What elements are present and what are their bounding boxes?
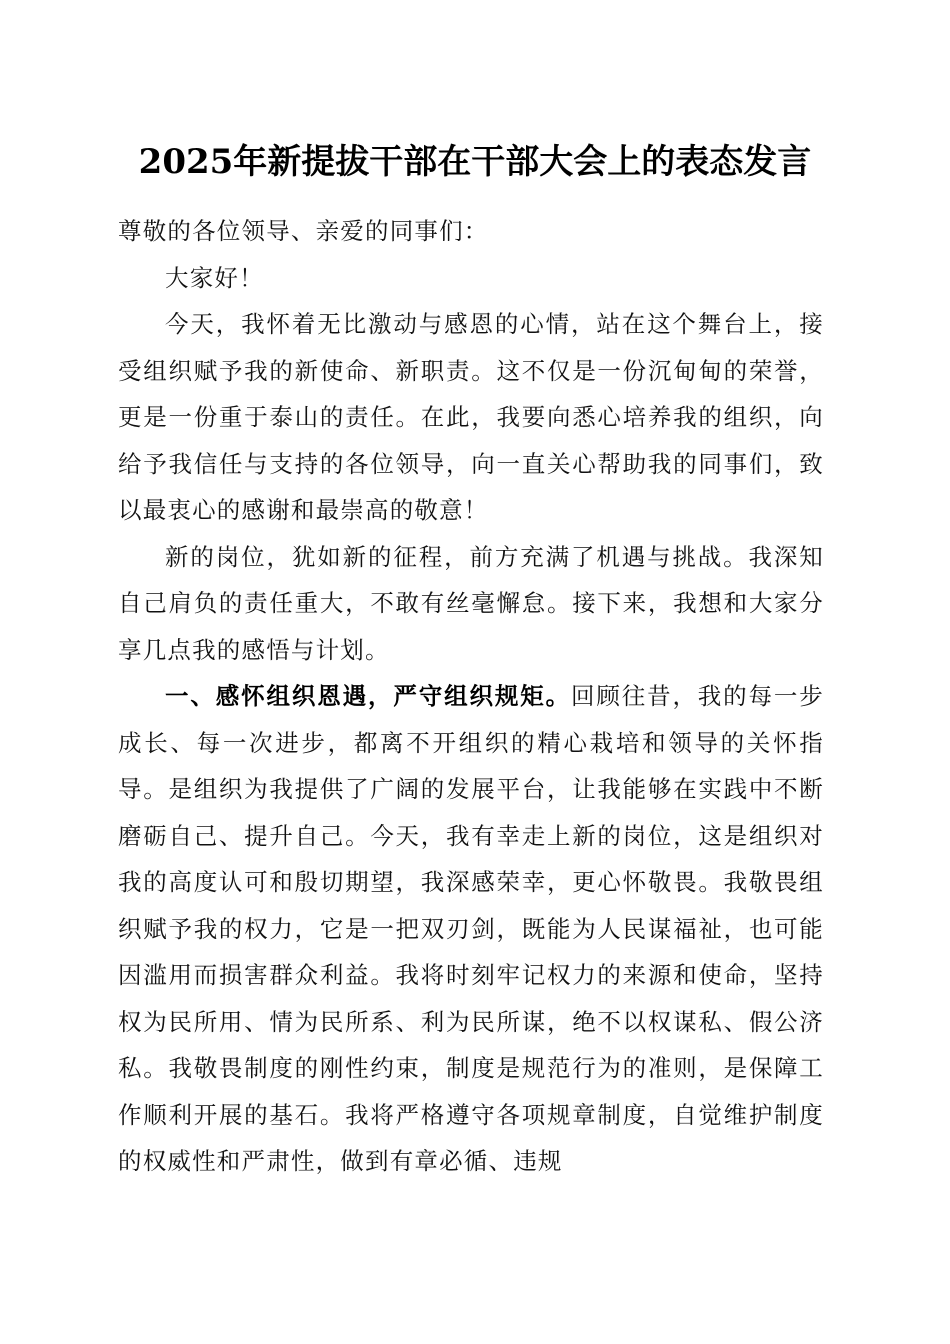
section-1-heading: 一、感怀组织恩遇，严守组织规矩。 <box>165 682 571 710</box>
document-body <box>118 208 824 1185</box>
document-title: 2025年新提拔干部在干部大会上的表态发言 <box>138 142 812 182</box>
section-1-text: 回顾往昔，我的每一步成长、每一次进步，都离不开组织的精心栽培和领导的关怀指导。是组织为我提供了广阔的发展平台，让我能够在实践中不断磨砺自己、提升自己。今天，我有幸走上新的岗位，这是组织对我的高度认可和殷切期望，我深感荣幸，更心怀敬畏。我敬畏组织赋予我的权力，它是一把双刃剑，既能为人民谋福祉，也可能因滥用而损害群众利益。我将时刻牢记权力的来源和使命，坚持权为民所用、情为民所系、利为民所谋，绝不以权谋私、假公济私。我敬畏制度的刚性约束，制度是规范行为的准则，是保障工作顺利开展的基石。我将严格遵守各项规章制度，自觉维护制度的权威性和严肃性，做到有章必循、违规 <box>118 682 824 1175</box>
salutation: 尊敬的各位领导、亲爱的同事们： <box>118 217 489 245</box>
paragraph-2: 新的岗位，犹如新的征程，前方充满了机遇与挑战。我深知自己肩负的责任重大，不敢有丝毫懈怠。接下来，我想和大家分享几点我的感悟与计划。 <box>118 542 824 664</box>
section-1-paragraph <box>118 673 824 1185</box>
paragraph-1: 今天，我怀着无比激动与感恩的心情，站在这个舞台上，接受组织赋予我的新使命、新职责。这不仅是一份沉甸甸的荣誉，更是一份重于泰山的责任。在此，我要向悉心培养我的组织，向给予我信任与支持的各位领导，向一直关心帮助我的同事们，致以最衷心的感谢和最崇高的敬意！ <box>118 310 824 524</box>
greeting: 大家好！ <box>165 263 264 292</box>
